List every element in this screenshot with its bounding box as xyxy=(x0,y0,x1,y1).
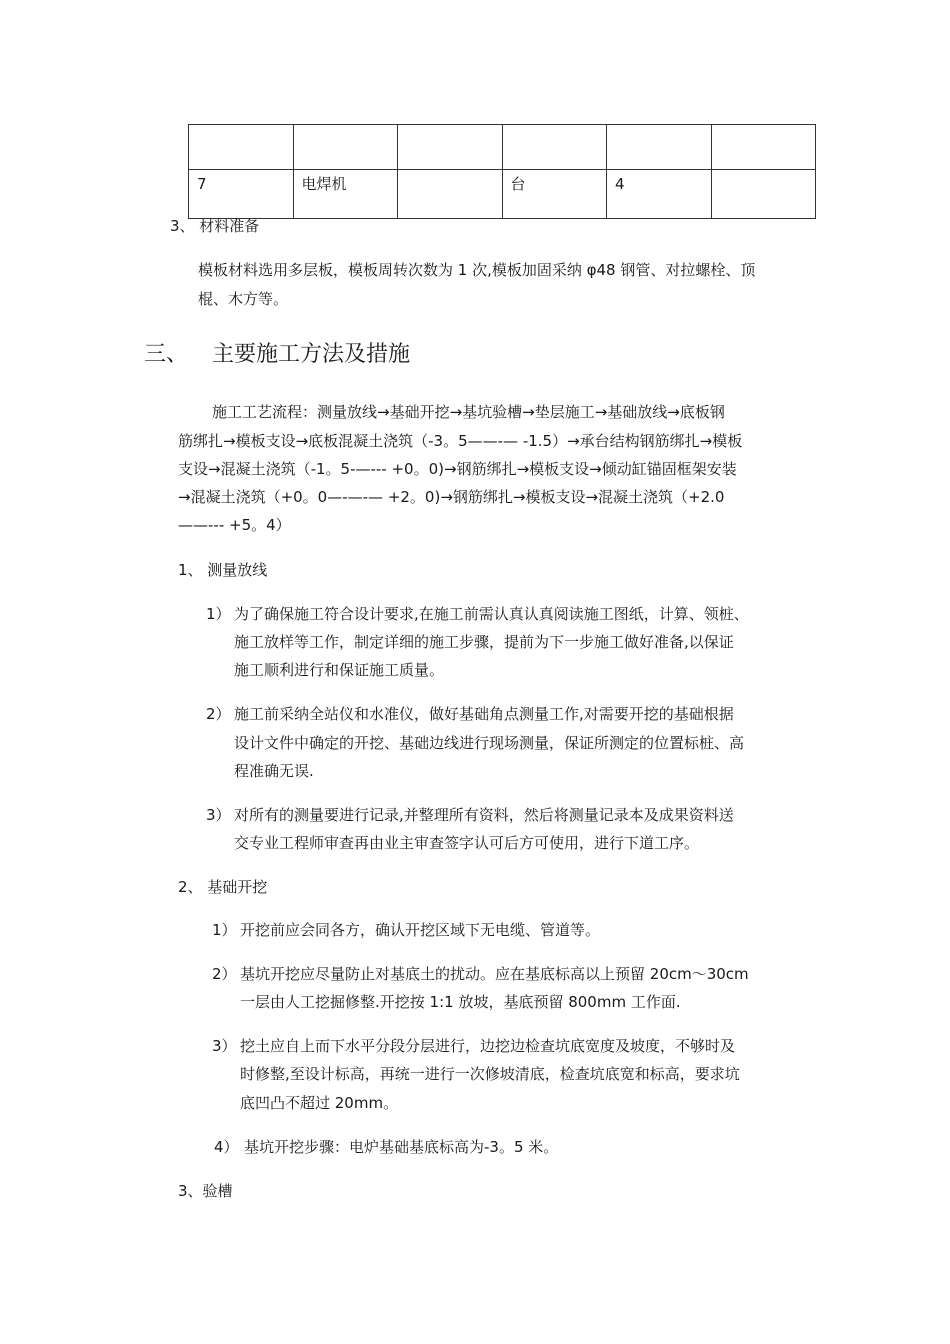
list-item-line: 施工顺利进行和保证施工质量。 xyxy=(234,661,445,679)
list-item-line: 挖土应自上而下水平分段分层进行，边挖边检查坑底宽度及坡度，不够时及 xyxy=(240,1037,736,1055)
list-item-line: 开挖前应会同各方，确认开挖区域下无电缆、管道等。 xyxy=(240,921,601,939)
process-line: 施工工艺流程：测量放线→基础开挖→基坑验槽→垫层施工→基础放线→底板钢 xyxy=(212,403,725,421)
process-line: 筋绑扎→模板支设→底板混凝土浇筑（-3。5——-— -1.5）→承台结构钢筋绑扎→模板 xyxy=(178,432,743,450)
table-cell-quantity: 4 xyxy=(607,170,712,219)
table-cell xyxy=(189,125,294,170)
list-item-number: 4） xyxy=(214,1138,239,1156)
material-line: 棍、木方等。 xyxy=(198,290,289,308)
material-heading: 3、 材料准备 xyxy=(170,217,260,235)
list-item-line: 底凹凸不超过 20mm。 xyxy=(240,1094,399,1112)
process-line: →混凝土浇筑（+0。0—-—-— +2。0)→钢筋绑扎→模板支设→混凝土浇筑（+2.0 xyxy=(178,488,725,506)
process-line: 支设→混凝土浇筑（-1。5-—--- +0。0)→钢筋绑扎→模板支设→倾动缸锚固框架安装 xyxy=(178,460,737,478)
table-cell xyxy=(607,125,712,170)
table-cell xyxy=(398,170,503,219)
table-cell xyxy=(502,125,607,170)
list-item-line: 施工前采纳全站仪和水准仪，做好基础角点测量工作,对需要开挖的基础根据 xyxy=(234,705,734,723)
table-cell-equipment-name: 电焊机 xyxy=(293,170,398,219)
list-item-number: 2） xyxy=(206,705,231,723)
excavation-heading: 2、 基础开挖 xyxy=(178,878,268,896)
table-row xyxy=(189,125,816,170)
list-item-line: 施工放样等工作，制定详细的施工步骤，提前为下一步施工做好准备,以保证 xyxy=(234,633,734,651)
equipment-table xyxy=(188,124,816,219)
table-cell xyxy=(711,170,816,219)
list-item-line: 一层由人工挖掘修整.开挖按 1:1 放坡，基底预留 800mm 工作面. xyxy=(240,993,681,1011)
inspection-heading: 3、验槽 xyxy=(178,1182,233,1200)
table-cell-index: 7 xyxy=(189,170,294,219)
list-item-line: 对所有的测量要进行记录,并整理所有资料，然后将测量记录本及成果资料送 xyxy=(234,806,734,824)
list-item-number: 2） xyxy=(212,965,237,983)
table-cell xyxy=(293,125,398,170)
list-item-line: 基坑开挖应尽量防止对基底土的扰动。应在基底标高以上预留 20cm～30cm xyxy=(240,965,749,983)
process-line: ——--- +5。4） xyxy=(178,516,291,534)
table-row xyxy=(189,170,816,219)
list-item-line: 基坑开挖步骤：电炉基础基底标高为-3。5 米。 xyxy=(244,1138,559,1156)
table-cell xyxy=(398,125,503,170)
list-item-line: 时修整,至设计标高，再统一进行一次修坡清底，检查坑底宽和标高，要求坑 xyxy=(240,1065,740,1083)
list-item-number: 3） xyxy=(212,1037,237,1055)
table-cell xyxy=(711,125,816,170)
survey-heading: 1、 测量放线 xyxy=(178,561,268,579)
list-item-number: 1） xyxy=(206,605,231,623)
list-item-line: 为了确保施工符合设计要求,在施工前需认真认真阅读施工图纸，计算、领桩、 xyxy=(234,605,749,623)
list-item-number: 3） xyxy=(206,806,231,824)
table-cell-unit: 台 xyxy=(502,170,607,219)
list-item-line: 程准确无误. xyxy=(234,762,314,780)
section-title: 主要施工方法及措施 xyxy=(212,342,411,367)
list-item-line: 交专业工程师审查再由业主审查签字认可后方可使用，进行下道工序。 xyxy=(234,834,700,852)
list-item-number: 1） xyxy=(212,921,237,939)
section-number: 三、 xyxy=(144,342,189,367)
material-line: 模板材料选用多层板，模板周转次数为 1 次,模板加固采纳 φ48 钢管、对拉螺栓、顶 xyxy=(198,261,756,279)
list-item-line: 设计文件中确定的开挖、基础边线进行现场测量，保证所测定的位置标桩、高 xyxy=(234,734,745,752)
